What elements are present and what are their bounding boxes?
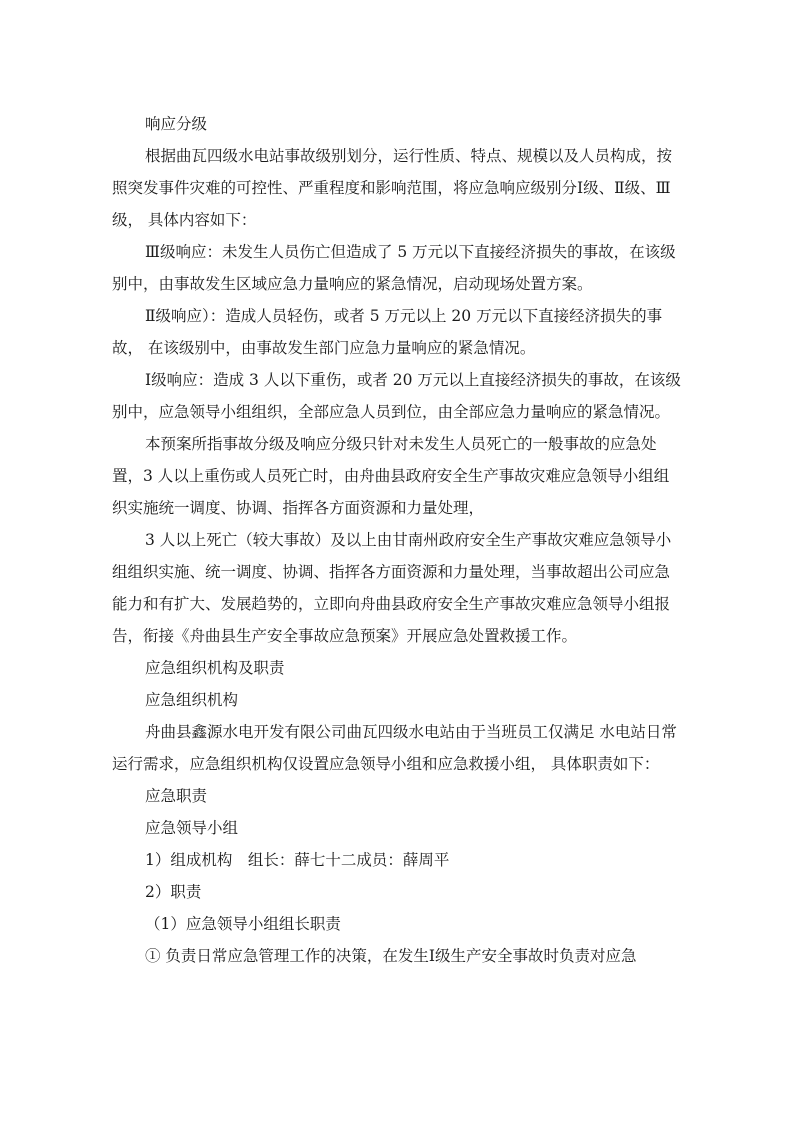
list-item-duties: 2）职责 [145, 883, 202, 901]
paragraph-level-2-response: Ⅱ级响应）：造成人员轻伤，或者 5 万元以上 20 万元以下直接经济损失的事故， 在该级别中，由事故发生部门应急力量响应的紧急情况。 [112, 307, 663, 357]
paragraph-major-accident: 3 人以上死亡（较大事故）及以上由甘南州政府安全生产事故灾难应急领导小组组织实施、统一调度、协调、指挥各方面资源和力量处理，当事故超出公司应急能力和有扩大、发展趋势的，立即向舟曲县政府安全生产事故灾难应急领导小组报告，衔接《舟曲县生产安全事故应急预案》开展应急处置救援工作。 [112, 531, 672, 645]
list-item-composition: 1）组成机构 组长：薛七十二成员：薛周平 [145, 851, 450, 869]
paragraph-level-division: 根据曲瓦四级水电站事故级别划分，运行性质、特点、规模以及人员构成，按照突发事件灾难的可控性、严重程度和影响范围，将应急响应级别分Ⅰ级、Ⅱ级、Ⅲ级， 具体内容如下： [112, 147, 673, 229]
section-heading-duties: 应急职责 [145, 787, 208, 805]
section-heading-response-levels: 响应分级 [145, 115, 208, 133]
paragraph-organization-setup: 舟曲县鑫源水电开发有限公司曲瓦四级水电站由于当班员工仅满足 水电站日常运行需求，应急组织机构仅设置应急领导小组和应急救援小组， 具体职责如下： [112, 723, 677, 773]
paragraph-level-1-response: Ⅰ级响应：造成 3 人以下重伤，或者 20 万元以上直接经济损失的事故，在该级别中，应急领导小组组织，全部应急人员到位，由全部应急力量响应的紧急情况。 [112, 371, 681, 421]
document-body [112, 108, 682, 972]
paragraph-plan-scope: 本预案所指事故分级及响应分级只针对未发生人员死亡的一般事故的应急处置，3 人以上重伤或人员死亡时，由舟曲县政府安全生产事故灾难应急领导小组组织实施统一调度、协调、指挥各方面资源和力量处理， [112, 435, 670, 517]
section-heading-organization-duties: 应急组织机构及职责 [145, 659, 285, 677]
list-item-duty-1: ① 负责日常应急管理工作的决策，在发生Ⅰ级生产安全事故时负责对应急 [145, 947, 637, 965]
list-item-leader-duties: （1）应急领导小组组长职责 [145, 915, 341, 933]
section-heading-leadership-group: 应急领导小组 [145, 819, 239, 837]
section-heading-organization: 应急组织机构 [145, 691, 239, 709]
paragraph-level-3-response: Ⅲ级响应：未发生人员伤亡但造成了 5 万元以下直接经济损失的事故，在该级别中，由事故发生区域应急力量响应的紧急情况，启动现场处置方案。 [112, 243, 676, 293]
